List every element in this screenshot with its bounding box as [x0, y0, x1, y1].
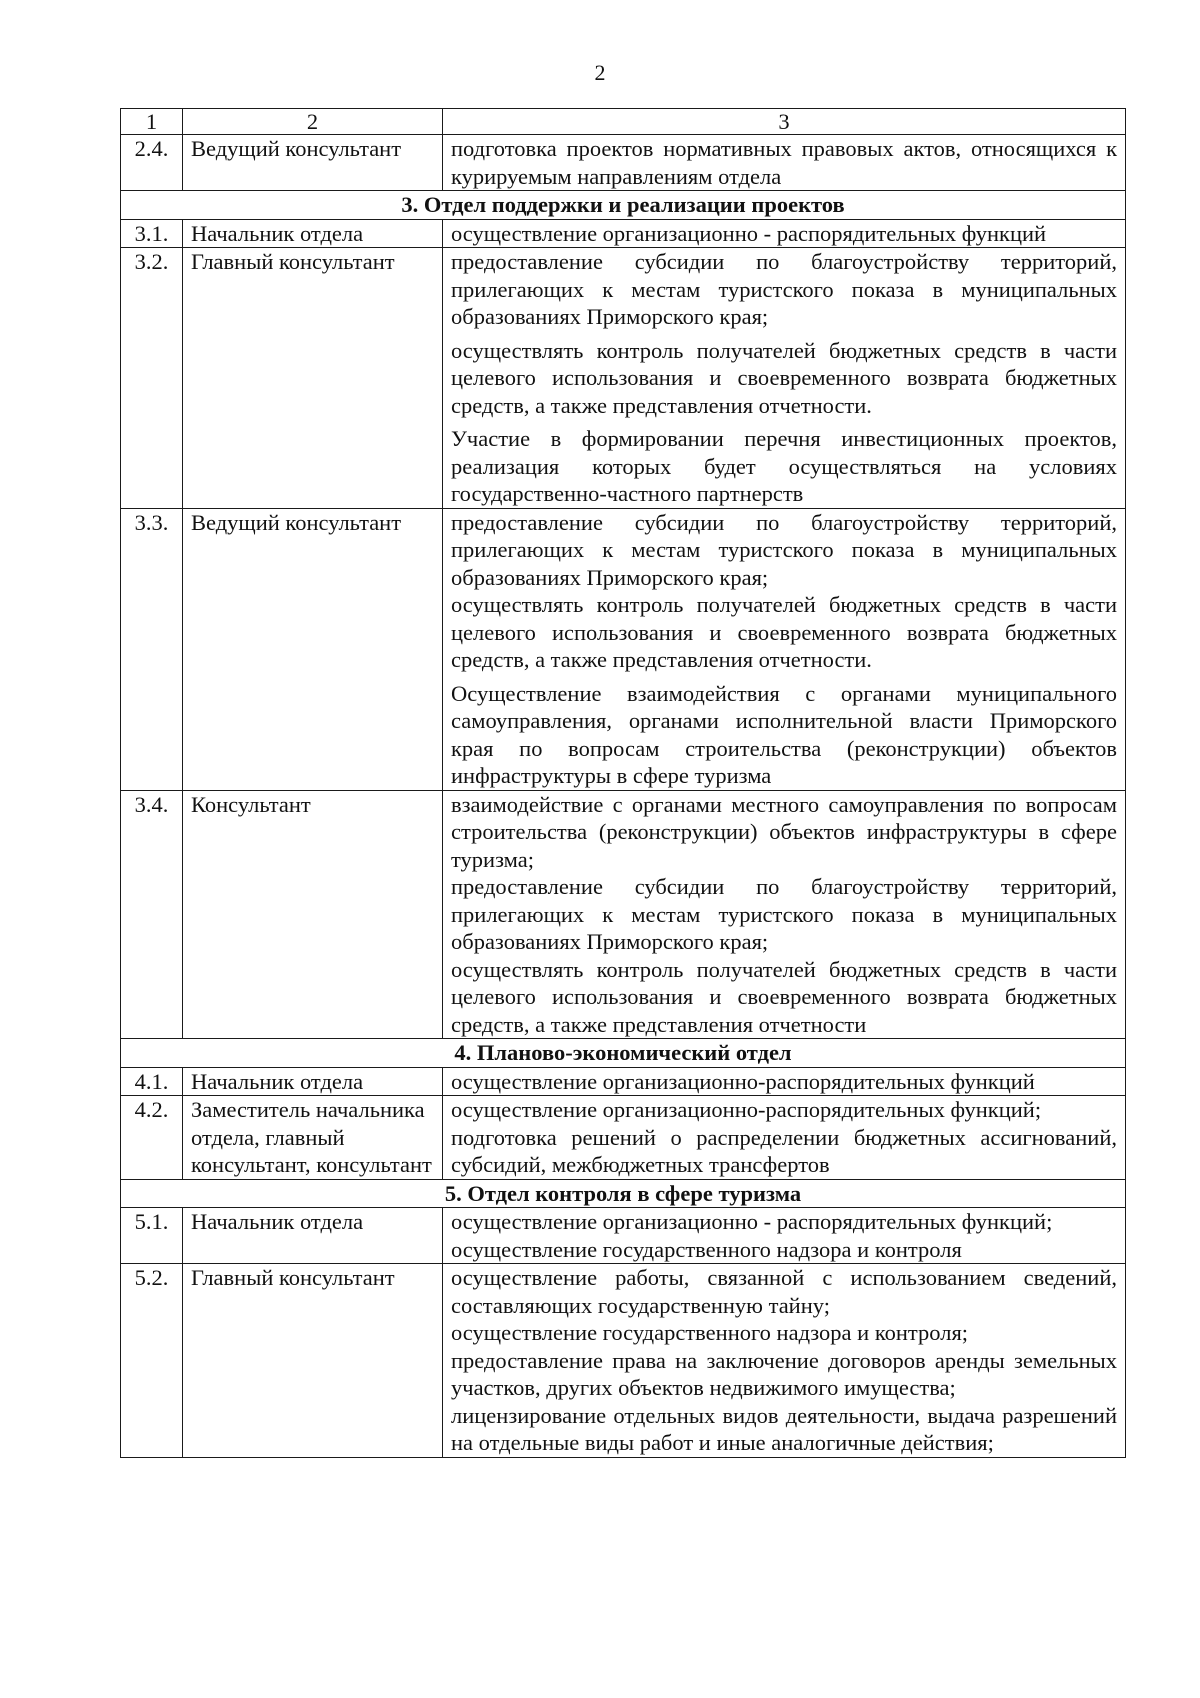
column-number-1: 1	[121, 109, 183, 135]
item-number: 3.3.	[121, 508, 183, 790]
duty-paragraph: осуществление государственного надзора и контроля;	[451, 1320, 969, 1345]
duties-cell	[443, 219, 1126, 248]
item-number: 3.2.	[121, 248, 183, 509]
column-number-2: 2	[183, 109, 443, 135]
table-row	[121, 508, 1126, 790]
duties-cell	[443, 1208, 1126, 1264]
item-number: 5.2.	[121, 1264, 183, 1458]
section-title: 3. Отдел поддержки и реализации проектов	[121, 191, 1126, 220]
duty-paragraph: предоставление субсидии по благоустройству территорий, прилегающих к местам туристского показа в муниципальных образованиях Приморского края;	[451, 874, 1117, 954]
table-body	[121, 109, 1126, 1458]
staff-duties-table	[120, 108, 1126, 1458]
item-number: 2.4.	[121, 135, 183, 191]
table-row	[121, 1264, 1126, 1458]
duty-paragraph: осуществление организационно-распорядительных функций	[451, 1068, 1035, 1094]
position-title: Начальник отдела	[183, 219, 443, 248]
position-title: Начальник отдела	[183, 1208, 443, 1264]
duty-paragraph: осуществлять контроль получателей бюджетных средств в части целевого использования и своевременного возврата бюджетных средств, а также представления отчетности	[451, 956, 1117, 1037]
position-title: Консультант	[183, 790, 443, 1039]
duties-cell	[443, 135, 1126, 191]
section-heading-row	[121, 191, 1126, 220]
section-heading-row	[121, 1039, 1126, 1068]
position-title: Ведущий консультант	[183, 135, 443, 191]
duty-paragraph: взаимодействие с органами местного самоуправления по вопросам строительства (реконструкции) объектов инфраструктуры в сфере туризма;	[451, 791, 1117, 872]
duties-cell	[443, 248, 1126, 509]
position-title: Заместитель начальника отдела, главный консультант, консультант	[183, 1096, 443, 1180]
item-number: 4.2.	[121, 1096, 183, 1180]
position-title: Ведущий консультант	[183, 508, 443, 790]
duty-paragraph: предоставление права на заключение договоров аренды земельных участков, других объектов недвижимого имущества;	[451, 1347, 1117, 1400]
page-number: 2	[594, 60, 606, 85]
duty-paragraph: осуществление организационно - распорядительных функций;	[451, 1209, 1053, 1234]
duty-paragraph: Участие в формировании перечня инвестиционных проектов, реализация которых будет осуществляться на условиях государственно-частного партнерств	[451, 426, 1117, 506]
duty-paragraph: осуществление организационно-распорядительных функций;	[451, 1097, 1042, 1122]
duty-paragraph: Осуществление взаимодействия с органами муниципального самоуправления, органами исполнительной власти Приморского края по вопросам строительства (реконструкции) объектов инфраструктуры в сфере туризма	[451, 680, 1117, 788]
duty-paragraph: осуществлять контроль получателей бюджетных средств в части целевого использования и своевременного возврата бюджетных средств, а также представления отчетности.	[451, 592, 1117, 672]
item-number: 4.1.	[121, 1067, 183, 1096]
position-title: Начальник отдела	[183, 1067, 443, 1096]
duty-paragraph: осуществлять контроль получателей бюджетных средств в части целевого использования и своевременного возврата бюджетных средств, а также представления отчетности.	[451, 337, 1117, 418]
table-row	[121, 135, 1126, 191]
section-title: 4. Планово-экономический отдел	[121, 1039, 1126, 1068]
table-row	[121, 1096, 1126, 1180]
column-number-3: 3	[443, 109, 1126, 135]
section-heading-row	[121, 1179, 1126, 1208]
duty-paragraph: подготовка проектов нормативных правовых актов, относящихся к курируемым направлениям отдела	[451, 136, 1117, 189]
item-number: 5.1.	[121, 1208, 183, 1264]
duties-cell	[443, 1067, 1126, 1096]
duties-cell	[443, 508, 1126, 790]
table-row	[121, 1067, 1126, 1096]
table-row	[121, 219, 1126, 248]
table-row	[121, 1208, 1126, 1264]
table-row	[121, 248, 1126, 509]
table-row	[121, 790, 1126, 1039]
column-number-row	[121, 109, 1126, 135]
duty-paragraph: лицензирование отдельных видов деятельности, выдача разрешений на отдельные виды работ и иные аналогичные действия;	[451, 1402, 1117, 1455]
position-title: Главный консультант	[183, 1264, 443, 1458]
duties-cell	[443, 1096, 1126, 1180]
duty-paragraph: предоставление субсидии по благоустройству территорий, прилегающих к местам туристского показа в муниципальных образованиях Приморского края;	[451, 249, 1117, 329]
duty-paragraph: осуществление организационно - распорядительных функций	[451, 220, 1047, 246]
item-number: 3.4.	[121, 790, 183, 1039]
duty-paragraph: осуществление государственного надзора и контроля	[451, 1236, 962, 1262]
duty-paragraph: подготовка решений о распределении бюджетных ассигнований, субсидий, межбюджетных трансфертов	[451, 1124, 1117, 1177]
position-title: Главный консультант	[183, 248, 443, 509]
duties-cell	[443, 1264, 1126, 1458]
duty-paragraph: предоставление субсидии по благоустройству территорий, прилегающих к местам туристского показа в муниципальных образованиях Приморского края;	[451, 509, 1117, 590]
duties-cell	[443, 790, 1126, 1039]
section-title: 5. Отдел контроля в сфере туризма	[121, 1179, 1126, 1208]
duty-paragraph: осуществление работы, связанной с использованием сведений, составляющих государственную тайну;	[451, 1265, 1117, 1318]
item-number: 3.1.	[121, 219, 183, 248]
